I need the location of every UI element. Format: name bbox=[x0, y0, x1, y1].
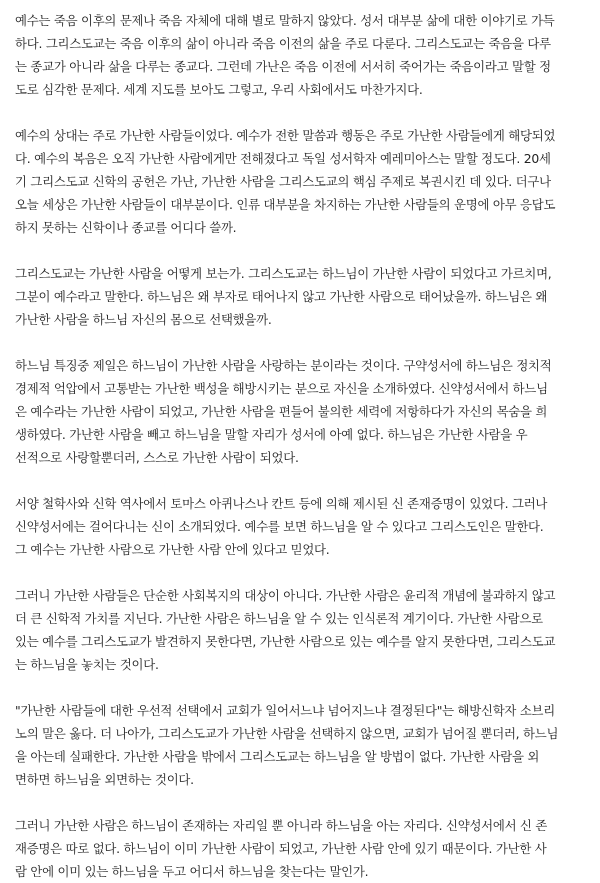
paragraph bbox=[15, 124, 588, 239]
text-line: 그러니 가난한 사람들은 단순한 사회복지의 대상이 아니다. 가난한 사람은 윤리적 개념에 불과하지 않고 bbox=[15, 588, 556, 603]
paragraph-gap bbox=[15, 791, 588, 814]
text-line: 그러니 가난한 사람은 하느님이 존재하는 자리일 뿐 아니라 하느님을 아는 자리다. 신약성서에서 신 존 bbox=[15, 818, 548, 833]
text-line: 생하였다. 가난한 사람을 빼고 하느님을 말할 자리가 성서에 아예 없다. 하느님은 가난한 사람을 우 bbox=[15, 427, 528, 442]
paragraph-gap bbox=[15, 561, 588, 584]
text-line: 선적으로 사랑할뿐더러, 스스로 가난한 사람이 되었다. bbox=[15, 450, 299, 465]
text-line: 재증명은 따로 없다. 하느님이 이미 가난한 사람이 되었고, 가난한 사람 안에 있기 때문이다. 가난한 사 bbox=[15, 841, 547, 856]
text-line: 다. 예수의 복음은 오직 가난한 사람에게만 전해졌다고 독일 성서학자 예레미아스는 말할 정도다. 20세 bbox=[15, 151, 551, 166]
text-line: 예수의 상대는 주로 가난한 사람들이었다. 예수가 전한 말씀과 행동은 주로 가난한 사람들에게 해당되었 bbox=[15, 128, 556, 143]
text-line: 예수는 죽음 이후의 문제나 죽음 자체에 대해 별로 말하지 않았다. 성서 대부분 삶에 대한 이야기로 가득 bbox=[15, 13, 555, 28]
paragraph bbox=[15, 262, 588, 331]
text-line: 가난한 사람을 하느님 자신의 몸으로 선택했을까. bbox=[15, 312, 272, 327]
text-line: 하다. 그리스도교는 죽음 이후의 삶이 아니라 죽음 이전의 삶을 주로 다룬다. 그리스도교는 죽음을 다루 bbox=[15, 36, 551, 51]
paragraph bbox=[15, 9, 588, 101]
text-line: 노의 말은 옳다. 더 나아가, 그리스도교가 가난한 사람을 선택하지 않으면, 교회가 넘어질 뿐더러, 하느님 bbox=[15, 726, 559, 741]
text-line: 는 종교가 아니라 삶을 다루는 종교다. 그런데 가난은 죽음 이전에 서서히 죽어가는 죽음이라고 말할 정 bbox=[15, 59, 551, 74]
paragraph-gap bbox=[15, 239, 588, 262]
text-line: 더 큰 신학적 가치를 지닌다. 가난한 사람은 하느님을 알 수 있는 인식론적 계기이다. 가난한 사람으로 bbox=[15, 611, 543, 626]
text-line: 람 안에 이미 있는 하느님을 두고 어디서 하느님을 찾는다는 말인가. bbox=[15, 864, 369, 879]
text-line: 은 예수라는 가난한 사람이 되었고, 가난한 사람을 편들어 불의한 세력에 저항하다가 자신의 목숨을 희 bbox=[15, 404, 548, 419]
text-line: 는 하느님을 놓치는 것이다. bbox=[15, 657, 159, 672]
text-line: 하지 못하는 신학이나 종교를 어디다 쓸까. bbox=[15, 220, 237, 235]
text-line: 오늘 세상은 가난한 사람들이 대부분이다. 인류 대부분을 차지하는 가난한 사람들의 운명에 아무 응답도 bbox=[15, 197, 556, 212]
text-line: 그리스도교는 가난한 사람을 어떻게 보는가. 그리스도교는 하느님이 가난한 사람이 되었다고 가르치며, bbox=[15, 266, 552, 281]
text-line: 그 예수는 가난한 사람으로 가난한 사람 안에 있다고 믿었다. bbox=[15, 542, 330, 557]
paragraph bbox=[15, 699, 588, 791]
paragraph-gap bbox=[15, 101, 588, 124]
text-line: 경제적 억압에서 고통받는 가난한 백성을 해방시키는 분으로 자신을 소개하였다. 신약성서에서 하느님 bbox=[15, 381, 548, 396]
text-line: 서양 철학사와 신학 역사에서 토마스 아퀴나스나 칸트 등에 의해 제시된 신 존재증명이 있었다. 그러나 bbox=[15, 496, 548, 511]
paragraph bbox=[15, 584, 588, 676]
text-line: 을 아는데 실패한다. 가난한 사람을 밖에서 그리스도교는 하느님을 알 방법이 없다. 가난한 사람을 외 bbox=[15, 749, 540, 764]
paragraph bbox=[15, 354, 588, 469]
text-line: 기 그리스도교 신학의 공헌은 가난, 가난한 사람을 그리스도교의 핵심 주제로 복권시킨 데 있다. 더구나 bbox=[15, 174, 551, 189]
text-line: "가난한 사람들에 대한 우선적 선택에서 교회가 일어서느냐 넘어지느냐 결정된다"는 해방신학자 소브리 bbox=[15, 703, 555, 718]
text-line: 있는 예수를 그리스도교가 발견하지 못한다면, 가난한 사람으로 있는 예수를 알지 못한다면, 그리스도교 bbox=[15, 634, 556, 649]
text-line: 하느님 특징중 제일은 하느님이 가난한 사람을 사랑하는 분이라는 것이다. 구약성서에 하느님은 정치적 bbox=[15, 358, 552, 373]
paragraph-gap bbox=[15, 676, 588, 699]
paragraph-gap bbox=[15, 469, 588, 492]
text-line: 면하면 하느님을 외면하는 것이다. bbox=[15, 772, 194, 787]
text-line: 도로 심각한 문제다. 세계 지도를 보아도 그렇고, 우리 사회에서도 마찬가지다. bbox=[15, 82, 423, 97]
paragraph bbox=[15, 492, 588, 561]
text-line: 신약성서에는 걸어다니는 신이 소개되었다. 예수를 보면 하느님을 알 수 있다고 그리스도인은 말한다. bbox=[15, 519, 544, 534]
text-line: 그분이 예수라고 말한다. 하느님은 왜 부자로 태어나지 않고 가난한 사람으로 태어났을까. 하느님은 왜 bbox=[15, 289, 548, 304]
paragraph-gap bbox=[15, 331, 588, 354]
paragraph bbox=[15, 814, 588, 883]
